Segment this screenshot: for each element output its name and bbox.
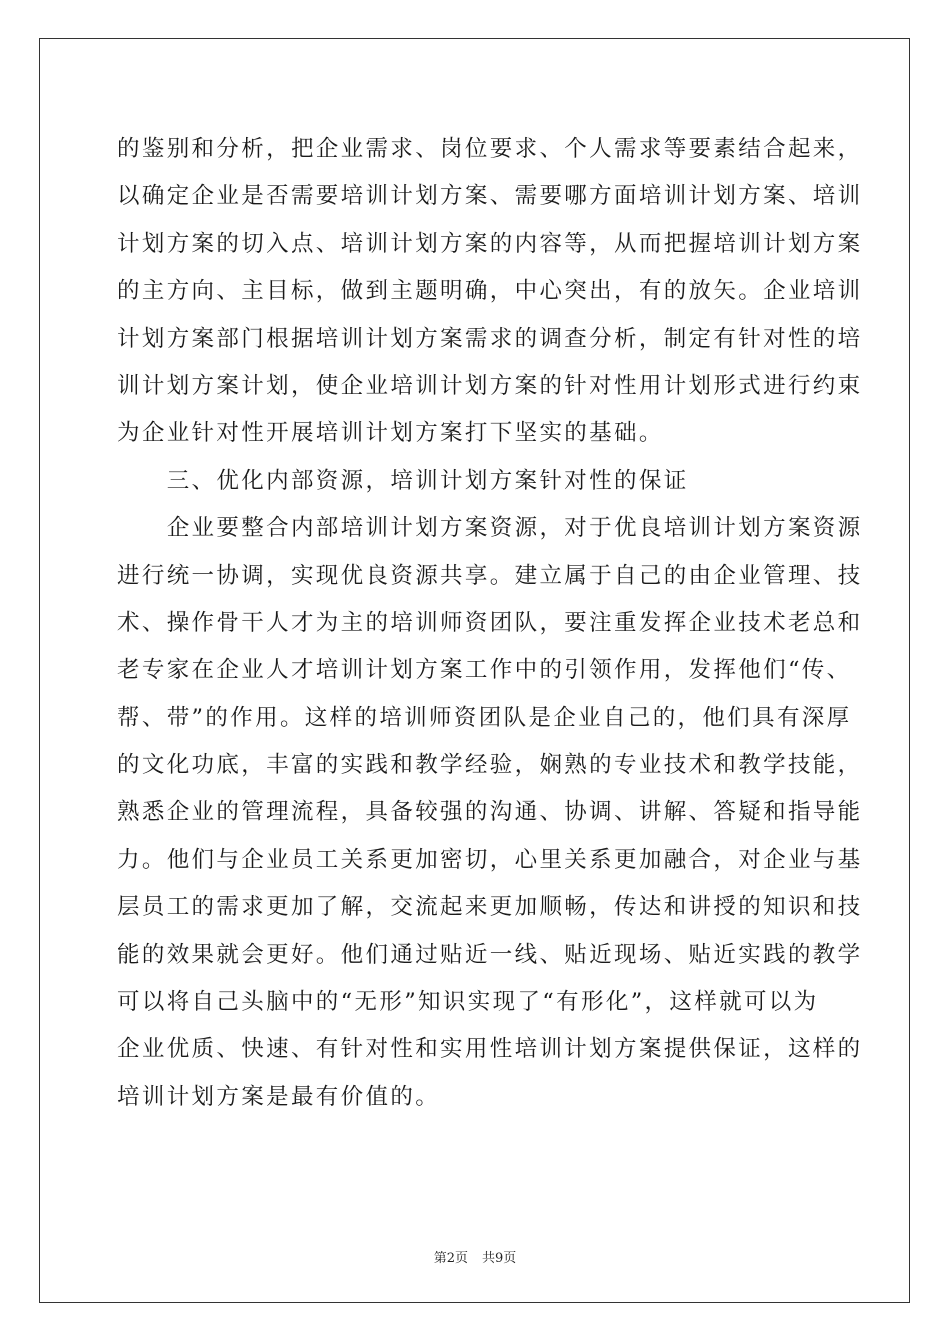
text-line: 帮、带”的作用。这样的培训师资团队是企业自己的，他们具有深厚 bbox=[117, 704, 852, 731]
text-line: 培训计划方案是最有价值的。 bbox=[117, 1083, 441, 1110]
text-line: 熟悉企业的管理流程，具备较强的沟通、协调、讲解、答疑和指导能 bbox=[117, 799, 863, 826]
text-line: 层员工的需求更加了解，交流起来更加顺畅，传达和讲授的知识和技 bbox=[117, 894, 863, 921]
text-line: 计划方案部门根据培训计划方案需求的调查分析，制定有针对性的培 bbox=[117, 325, 863, 352]
page-total: 共9页 bbox=[482, 1251, 517, 1266]
text-line: 企业优质、快速、有针对性和实用性培训计划方案提供保证，这样的 bbox=[117, 1036, 863, 1063]
text-line: 训计划方案计划，使企业培训计划方案的针对性用计划形式进行约束 bbox=[117, 372, 863, 399]
text-line: 企业要整合内部培训计划方案资源，对于优良培训计划方案资源 bbox=[117, 515, 863, 542]
text-line: 进行统一协调，实现优良资源共享。建立属于自己的由企业管理、技 bbox=[117, 562, 863, 589]
text-line: 能的效果就会更好。他们通过贴近一线、贴近现场、贴近实践的教学 bbox=[117, 941, 863, 968]
text-line: 为企业针对性开展培训计划方案打下坚实的基础。 bbox=[117, 420, 664, 447]
text-line: 的主方向、主目标，做到主题明确，中心突出，有的放矢。企业培训 bbox=[117, 278, 863, 305]
text-line: 以确定企业是否需要培训计划方案、需要哪方面培训计划方案、培训 bbox=[117, 183, 863, 210]
text-line: 力。他们与企业员工关系更加密切，心里关系更加融合，对企业与基 bbox=[117, 846, 863, 873]
text-line: 术、操作骨干人才为主的培训师资团队，要注重发挥企业技术老总和 bbox=[117, 609, 863, 636]
section-heading: 三、优化内部资源，培训计划方案针对性的保证 bbox=[117, 467, 689, 494]
text-line: 的鉴别和分析，把企业需求、岗位要求、个人需求等要素结合起来， bbox=[117, 136, 863, 162]
text-line: 的文化功底，丰富的实践和教学经验，娴熟的专业技术和教学技能， bbox=[117, 752, 863, 779]
text-line: 老专家在企业人才培训计划方案工作中的引领作用，发挥他们“传、 bbox=[117, 657, 852, 684]
document-body bbox=[117, 126, 863, 1121]
text-line: 计划方案的切入点、培训计划方案的内容等，从而把握培训计划方案 bbox=[117, 230, 863, 257]
page-footer bbox=[0, 1247, 950, 1266]
text-line: 可以将自己头脑中的“无形”知识实现了“有形化”，这样就可以为 bbox=[117, 989, 819, 1016]
page-number: 第2页 bbox=[433, 1251, 468, 1266]
